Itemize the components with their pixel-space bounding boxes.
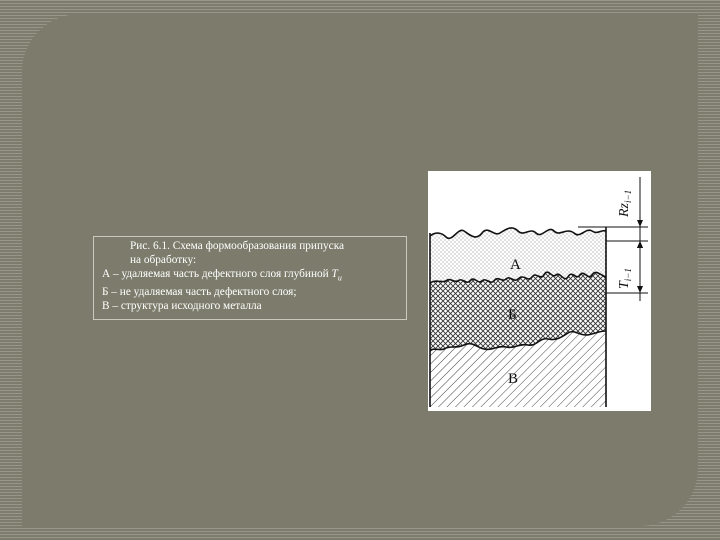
zone-a-label: А — [510, 257, 521, 273]
caption-line-a-text: А – удаляемая часть дефектного слоя глубиной — [102, 268, 329, 280]
caption-line-a — [102, 267, 400, 285]
caption-line-c: В – структура исходного металла — [102, 300, 262, 313]
dimension-t-label: $T_{i-1}$ — [617, 268, 633, 289]
caption-title-continued: на обработку: — [130, 254, 197, 266]
caption-line-a-symbol: $T_и$ — [331, 268, 342, 283]
caption-line-b: Б – не удаляемая часть дефектного слоя; — [102, 286, 297, 299]
figure-caption — [93, 236, 407, 320]
dimension-rz-label: $Rz_{i-1}$ — [617, 189, 633, 217]
zone-b-label: Б — [508, 307, 517, 323]
zone-c-label: В — [508, 371, 519, 387]
allowance-diagram — [428, 171, 651, 411]
caption-title: Рис. 6.1. Схема формообразования припуска — [130, 240, 345, 252]
